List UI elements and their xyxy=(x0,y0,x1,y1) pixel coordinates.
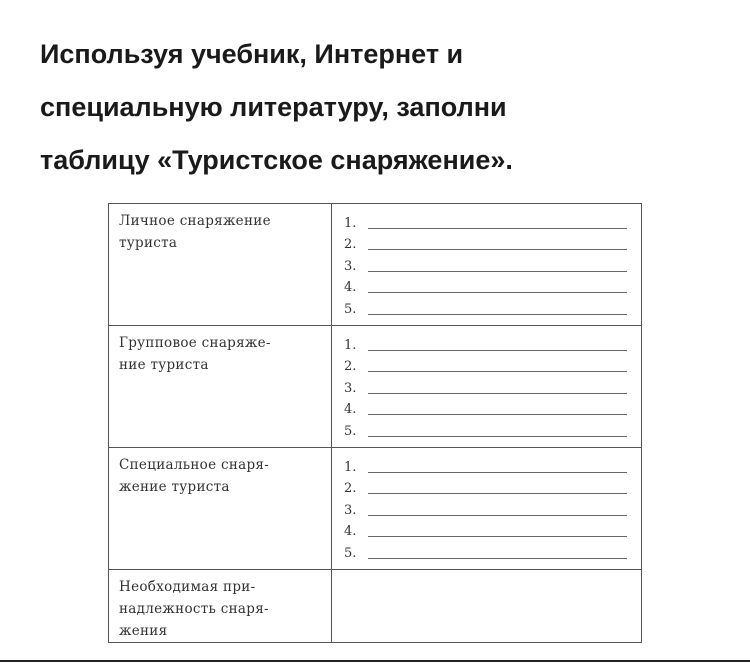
answer-line[interactable] xyxy=(344,418,627,440)
blank-field[interactable] xyxy=(368,515,627,516)
category-cell xyxy=(109,326,332,448)
blank-field[interactable] xyxy=(368,493,627,494)
blank-field[interactable] xyxy=(368,536,627,537)
blank-field[interactable] xyxy=(368,292,627,293)
answer-line[interactable] xyxy=(344,497,627,519)
category-text: Личное снаряжение xyxy=(119,213,271,229)
heading-line: специальную литературу, заполни xyxy=(40,92,507,122)
blank-field[interactable] xyxy=(368,249,627,250)
category-text: ние туриста xyxy=(119,357,209,373)
category-text: Специальное снаря- xyxy=(119,457,270,473)
line-number: 2. xyxy=(344,237,357,253)
category-cell xyxy=(109,204,332,326)
answer-line[interactable] xyxy=(344,540,627,562)
answer-line[interactable] xyxy=(344,210,627,232)
table-row xyxy=(109,448,642,570)
blank-field[interactable] xyxy=(368,393,627,394)
blank-field[interactable] xyxy=(368,472,627,473)
answer-cell xyxy=(332,204,642,326)
answer-cell xyxy=(332,326,642,448)
line-number: 5. xyxy=(344,301,357,317)
answer-cell-empty[interactable] xyxy=(332,570,642,643)
category-text: надлежность снаря- xyxy=(119,601,269,617)
blank-field[interactable] xyxy=(368,350,627,351)
answer-line[interactable] xyxy=(344,354,627,376)
category-text: жение туриста xyxy=(119,479,230,495)
category-cell xyxy=(109,570,332,643)
bottom-divider xyxy=(0,660,750,662)
answer-line[interactable] xyxy=(344,275,627,297)
answer-line[interactable] xyxy=(344,519,627,541)
answer-line[interactable] xyxy=(344,296,627,318)
category-text: туриста xyxy=(119,235,178,251)
blank-field[interactable] xyxy=(368,436,627,437)
answer-line[interactable] xyxy=(344,375,627,397)
equipment-table xyxy=(108,203,642,643)
answer-line[interactable] xyxy=(344,253,627,275)
task-heading xyxy=(40,28,730,187)
line-number: 3. xyxy=(344,380,357,396)
answer-line[interactable] xyxy=(344,476,627,498)
answer-line[interactable] xyxy=(344,332,627,354)
line-number: 4. xyxy=(344,524,357,540)
line-number: 2. xyxy=(344,481,357,497)
line-number: 2. xyxy=(344,359,357,375)
category-text: жения xyxy=(119,623,168,639)
answer-line[interactable] xyxy=(344,454,627,476)
line-number: 3. xyxy=(344,258,357,274)
heading-line: Используя учебник, Интернет и xyxy=(40,39,464,69)
line-number: 1. xyxy=(344,337,357,353)
line-number: 5. xyxy=(344,545,357,561)
blank-field[interactable] xyxy=(368,558,627,559)
heading-line: таблицу «Туристское снаряжение». xyxy=(40,145,513,175)
table-row xyxy=(109,326,642,448)
line-number: 1. xyxy=(344,215,357,231)
blank-field[interactable] xyxy=(368,414,627,415)
blank-field[interactable] xyxy=(368,271,627,272)
category-cell xyxy=(109,448,332,570)
line-number: 5. xyxy=(344,423,357,439)
answer-cell xyxy=(332,448,642,570)
line-number: 3. xyxy=(344,502,357,518)
category-text: Необходимая при- xyxy=(119,579,256,595)
line-number: 4. xyxy=(344,402,357,418)
line-number: 4. xyxy=(344,280,357,296)
answer-line[interactable] xyxy=(344,232,627,254)
category-text: Групповое снаряже- xyxy=(119,335,271,351)
table-row xyxy=(109,570,642,643)
table-row xyxy=(109,204,642,326)
blank-field[interactable] xyxy=(368,371,627,372)
blank-field[interactable] xyxy=(368,228,627,229)
line-number: 1. xyxy=(344,459,357,475)
blank-field[interactable] xyxy=(368,314,627,315)
answer-line[interactable] xyxy=(344,397,627,419)
